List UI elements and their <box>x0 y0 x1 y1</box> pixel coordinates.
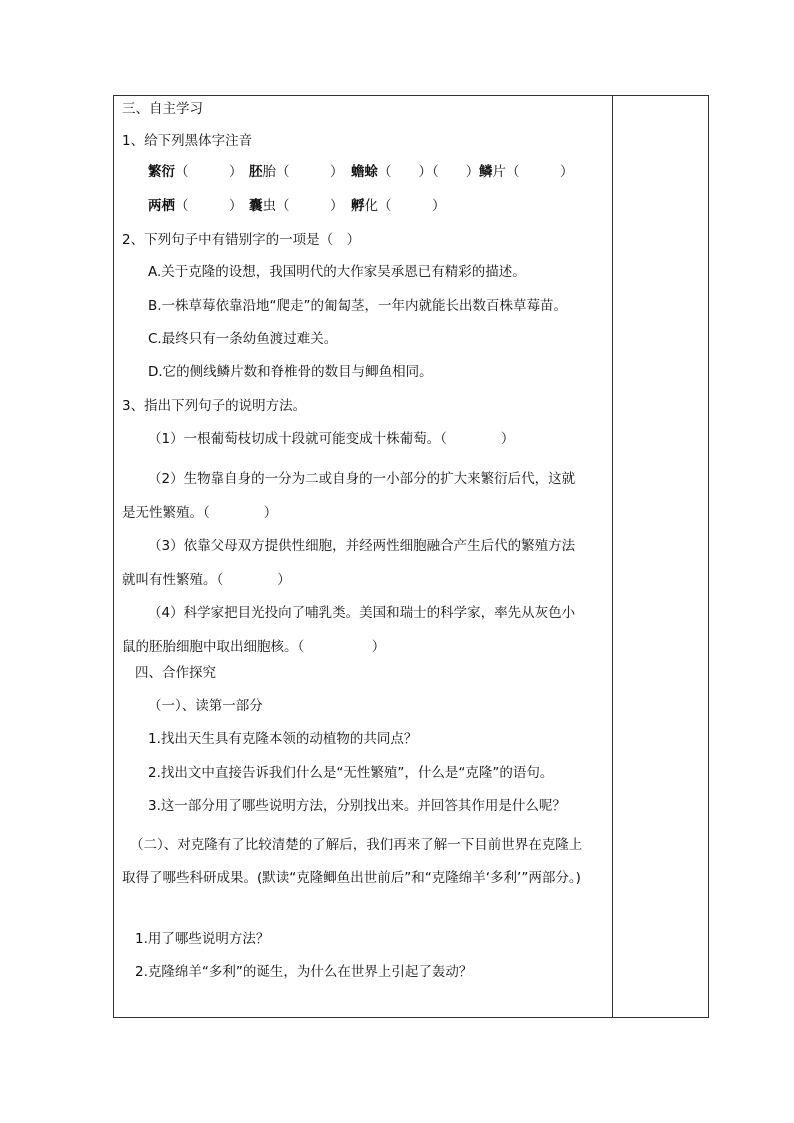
phonetic-item: 蟾蜍（ ）（ ） <box>351 164 480 180</box>
section-4-title: 四、合作探究 <box>135 665 216 681</box>
main-content-cell <box>114 96 613 1017</box>
part-2-text: （二）、对克隆有了比较清楚的了解后，我们再来了解一下目前世界在克隆上取得了哪些科研成果。(默读“克隆鲫鱼出世前后”和“克隆绵羊‘多利’”两部分。) <box>122 837 583 886</box>
phonetic-item: 胚胎（ ） <box>249 164 344 180</box>
q3-item-2: （2）生物靠自身的一分为二或自身的一小部分的扩大来繁衍后代，这就是无性繁殖。（ ） <box>122 471 576 521</box>
part-1-title: （一）、读第一部分 <box>148 698 263 714</box>
question-3-title: 3、指出下列句子的说明方法。 <box>122 398 307 414</box>
section-3-title: 三、自主学习 <box>122 101 203 117</box>
question-2-title: 2、下列句子中有错别字的一项是（ ） <box>122 232 361 248</box>
worksheet-table <box>113 95 709 1018</box>
part-1-item-2: 2.找出文中直接告诉我们什么是“无性繁殖”，什么是“克隆”的语句。 <box>148 765 554 781</box>
question-1-title: 1、给下列黑体字注音 <box>122 133 253 149</box>
q2-option-c: C.最终只有一条幼鱼渡过难关。 <box>148 331 338 347</box>
q2-option-b: B.一株草莓依靠沿地“爬走”的匍匐茎，一年内就能长出数百株草莓苗。 <box>148 298 568 314</box>
part-2-item-1: 1.用了哪些说明方法？ <box>135 931 270 947</box>
part-1-item-3: 3.这一部分用了哪些说明方法，分别找出来。并回答其作用是什么呢？ <box>148 798 566 814</box>
phonetic-item: 孵化（ ） <box>351 198 446 214</box>
phonetic-item: 囊虫（ ） <box>249 198 344 214</box>
phonetic-item: 繁衍（ ） <box>148 164 243 180</box>
notes-column <box>613 96 708 1017</box>
phonetic-item: 鳞片（ ） <box>479 164 574 180</box>
q3-item-4: （4）科学家把目光投向了哺乳类。美国和瑞士的科学家，率先从灰色小鼠的胚胎细胞中取出细胞核。（ ） <box>122 605 576 655</box>
phonetic-item: 两栖（ ） <box>148 198 243 214</box>
part-1-item-1: 1.找出天生具有克隆本领的动植物的共同点？ <box>148 731 418 747</box>
q2-option-a: A.关于克隆的设想，我国明代的大作家吴承恩已有精彩的描述。 <box>148 264 526 280</box>
q3-item-3: （3）依靠父母双方提供性细胞，并经两性细胞融合产生后代的繁殖方法就叫有性繁殖。（ ） <box>122 538 576 588</box>
q3-item-1: （1）一根葡萄枝切成十段就可能变成十株葡萄。（ ） <box>148 431 515 447</box>
part-2-item-2: 2.克隆绵羊“多利”的诞生，为什么在世界上引起了轰动？ <box>135 964 473 980</box>
q2-option-d: D.它的侧线鳞片数和脊椎骨的数目与鲫鱼相同。 <box>148 364 433 380</box>
